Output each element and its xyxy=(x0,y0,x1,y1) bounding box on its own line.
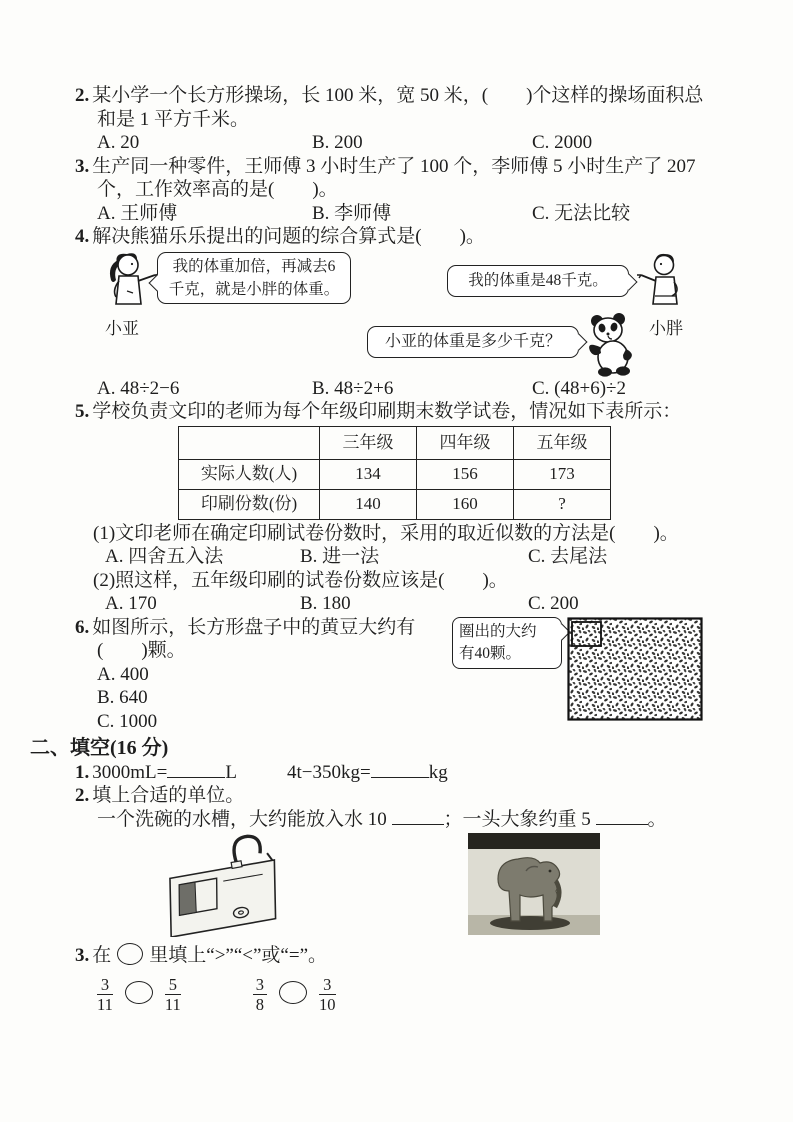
question-number: 2. xyxy=(75,785,90,806)
xiaopang-boy-illustration xyxy=(637,252,693,327)
numerator: 3 xyxy=(319,976,336,995)
denominator: 10 xyxy=(319,994,336,1014)
conversion-2-lhs: 4t−350kg= xyxy=(286,761,371,783)
option-a: A. 400 xyxy=(97,663,149,685)
bubble-text: 我的体重是48千克。 xyxy=(468,271,608,289)
denominator: 11 xyxy=(97,994,113,1014)
fraction xyxy=(253,976,267,1014)
option-c: C. (48+6)÷2 xyxy=(532,377,626,399)
table-header-row xyxy=(179,426,611,459)
numerator: 5 xyxy=(165,976,181,995)
fraction-pair-2 xyxy=(253,974,336,1014)
question-4-number: 4. xyxy=(75,226,90,247)
fraction xyxy=(165,976,181,1014)
cell-value: 156 xyxy=(417,459,514,489)
unit-fill-text-mid: ；一头大象约重 5 xyxy=(443,808,591,830)
page-content xyxy=(30,84,751,1014)
section-2-question-3-line xyxy=(75,943,751,968)
cell-value: ? xyxy=(514,489,611,519)
callout-text-line-2: 有40颗。 xyxy=(459,644,522,662)
option-a: A. 20 xyxy=(97,132,140,153)
compare-circle xyxy=(279,981,307,1004)
panda-speech-bubble xyxy=(367,326,579,358)
option-b: B. 200 xyxy=(312,132,363,153)
question-4-line-1 xyxy=(75,225,751,249)
question-number: 3. xyxy=(75,945,90,966)
option-c: C. 1000 xyxy=(97,710,158,732)
xiaoya-label: 小亚 xyxy=(105,318,139,338)
table-header-grade3: 三年级 xyxy=(320,426,417,459)
bubble-text: 小亚的体重是多少千克？ xyxy=(384,332,561,350)
numerator: 3 xyxy=(253,976,267,995)
answer-blank xyxy=(371,773,429,778)
section-2-question-2-line-2 xyxy=(75,808,751,832)
question-5-text: 学校负责文印的老师为每个年级印刷期末数学试卷，情况如下表所示： xyxy=(92,401,682,422)
compare-circle xyxy=(125,981,153,1004)
question-3-line-2: 个，工作效率高的是( )。 xyxy=(97,179,338,200)
unit-question-figures xyxy=(75,833,751,937)
option-b: B. 48÷2+6 xyxy=(312,377,394,399)
numerator: 3 xyxy=(97,976,113,995)
question-5-sub-1-options xyxy=(75,545,751,569)
question-5-sub-2-options xyxy=(75,592,751,616)
row-label: 实际人数(人) xyxy=(179,459,320,489)
table-corner-cell xyxy=(179,426,320,459)
question-2-options xyxy=(75,131,751,155)
xiaoya-speech-bubble xyxy=(157,252,351,304)
option-a: A. 48÷2−6 xyxy=(97,377,180,399)
answer-blank xyxy=(167,773,225,778)
panda-illustration xyxy=(583,313,643,384)
question-text: 填上合适的单位。 xyxy=(92,785,245,806)
question-2-line-2: 和是 1 平方千米。 xyxy=(97,108,250,130)
question-5-line-1 xyxy=(75,400,751,424)
section-2-question-2-line-1 xyxy=(75,784,751,808)
beans-callout-box xyxy=(452,617,562,669)
section-2-question-1 xyxy=(75,761,751,785)
speech-bubble-tail xyxy=(621,273,638,290)
section-2-header: 二、填空(16 分) xyxy=(30,737,169,759)
answer-blank xyxy=(392,820,444,825)
answer-blank xyxy=(596,820,648,825)
compare-text-post: 里填上“>”“<”或“=”。 xyxy=(149,945,328,966)
row-label: 印刷份数(份) xyxy=(179,489,320,519)
table-row xyxy=(179,459,611,489)
fraction-compare-row xyxy=(75,976,751,1014)
question-3-number: 3. xyxy=(75,155,90,177)
question-2-text: 某小学一个长方形操场，长 100 米，宽 50 米，( )个这样的操场面积总 xyxy=(92,85,704,106)
option-a: A. 170 xyxy=(105,593,157,614)
option-b: B. 640 xyxy=(97,687,148,708)
compare-text-pre: 在 xyxy=(92,945,112,966)
question-5-sub-2: (2)照这样，五年级印刷的试卷份数应该是( )。 xyxy=(93,569,508,591)
question-2-line-1 xyxy=(75,84,751,108)
sink-illustration xyxy=(155,833,297,944)
question-5-sub-1: (1)文印老师在确定印刷试卷份数时，采用的取近似数的方法是( )。 xyxy=(93,522,679,544)
question-4-text: 解决熊猫乐乐提出的问题的综合算式是( )。 xyxy=(92,226,485,247)
callout-text-line-1: 圈出的大约 xyxy=(459,622,537,640)
bubble-text-line-1: 我的体重加倍，再减去6 xyxy=(172,257,336,275)
question-3-options xyxy=(75,202,751,226)
fraction xyxy=(97,976,113,1014)
cell-value: 140 xyxy=(320,489,417,519)
cell-value: 173 xyxy=(514,459,611,489)
question-6-line-2: ( )颗。 xyxy=(97,640,186,661)
question-6-number: 6. xyxy=(75,616,90,638)
question-3-text: 生产同一种零件，王师傅 3 小时生产了 100 个，李师傅 5 小时生产了 207 xyxy=(92,155,696,177)
unit-fill-text-pre: 一个洗碗的水槽，大约能放入水 10 xyxy=(97,808,387,830)
print-count-table xyxy=(178,426,611,520)
cell-value: 160 xyxy=(417,489,514,519)
option-c: C. 200 xyxy=(528,593,579,614)
option-b: B. 180 xyxy=(300,593,351,614)
option-c: C. 去尾法 xyxy=(528,546,608,567)
xiaopang-speech-bubble xyxy=(447,265,629,297)
table-row xyxy=(179,489,611,519)
unit-fill-text-end: 。 xyxy=(647,808,667,830)
elephant-photo xyxy=(468,833,600,942)
fraction xyxy=(319,976,336,1014)
bubble-text-line-2: 千克，就是小胖的体重。 xyxy=(168,280,340,298)
question-number: 1. xyxy=(75,761,90,783)
question-5-number: 5. xyxy=(75,401,90,422)
compare-circle xyxy=(117,943,143,965)
question-2-number: 2. xyxy=(75,85,90,106)
question-6-block xyxy=(75,616,751,734)
denominator: 11 xyxy=(164,994,181,1014)
table-header-grade5: 五年级 xyxy=(514,426,611,459)
question-4-figure xyxy=(75,249,751,377)
cell-value: 134 xyxy=(320,459,417,489)
question-3-line-1 xyxy=(75,155,751,179)
option-c: C. 2000 xyxy=(532,132,593,153)
question-6-text: 如图所示，长方形盘子中的黄豆大约有 xyxy=(92,616,416,638)
conversion-1-unit: L xyxy=(225,761,237,783)
option-b: B. 进一法 xyxy=(300,546,380,567)
xiaopang-label: 小胖 xyxy=(649,318,683,338)
denominator: 8 xyxy=(255,994,265,1014)
beans-plate-illustration xyxy=(567,617,703,728)
option-a: A. 王师傅 xyxy=(97,202,178,224)
question-4-options xyxy=(75,377,751,401)
option-b: B. 李师傅 xyxy=(312,202,392,224)
option-a: A. 四舍五入法 xyxy=(105,546,224,567)
conversion-1-lhs: 3000mL= xyxy=(92,761,168,783)
option-c: C. 无法比较 xyxy=(532,202,631,224)
conversion-2-unit: kg xyxy=(428,761,448,783)
table-header-grade4: 四年级 xyxy=(417,426,514,459)
